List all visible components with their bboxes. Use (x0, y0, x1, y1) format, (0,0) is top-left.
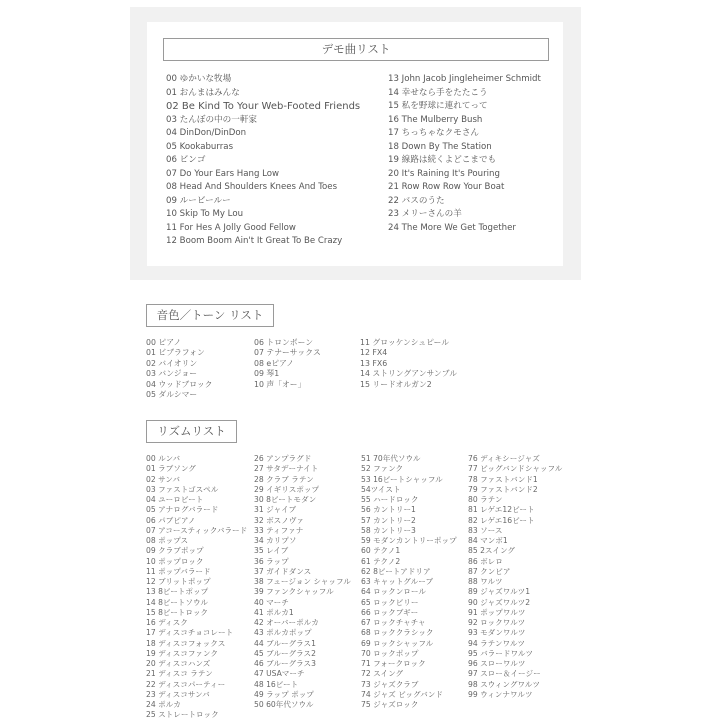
list-item: 15 私を野球に連れてって (388, 101, 488, 111)
list-item: 00 ゆかいな牧場 (166, 74, 232, 84)
list-item: 31 ジャイブ (254, 505, 297, 515)
list-item: 08 eピアノ (254, 358, 294, 368)
list-item: 56 カントリー1 (361, 505, 416, 515)
list-item: 68 ロッククラシック (361, 628, 434, 638)
list-item: 29 イギリスポップ (254, 484, 320, 494)
list-item: 23 メリーさんの羊 (388, 209, 462, 219)
list-item: 03 バンジョー (146, 369, 198, 379)
list-item: 21 ディスコ ラテン (146, 669, 213, 679)
list-item: 36 ラップ (254, 556, 289, 566)
list-item: 33 ティファナ (254, 525, 304, 535)
list-item: 47 USAマーチ (254, 669, 305, 679)
list-item: 26 アンプラグド (254, 454, 312, 463)
list-item: 09 クラブポップ (146, 546, 204, 556)
list-item: 87 クンビア (468, 566, 511, 576)
list-item: 85 2スイング (468, 546, 515, 556)
list-item: 94 ラテンワルツ (468, 638, 526, 648)
list-item: 05 アナログバラード (146, 505, 219, 515)
list-item: 35 レイブ (254, 546, 289, 556)
list-item: 96 スローワルツ (468, 659, 526, 668)
list-item: 92 ロックワルツ (468, 618, 526, 627)
list-item: 72 スイング (361, 669, 404, 679)
list-item: 13 John Jacob Jingleheimer Schmidt (388, 74, 541, 84)
list-item: 07 テナーサックス (254, 348, 321, 358)
list-item: 75 ジャズロック (361, 700, 419, 709)
list-item: 12 FX4 (360, 348, 388, 358)
list-item: 43 ポルカポップ (254, 628, 312, 638)
list-item: 14 ストリングアンサンブル (360, 369, 457, 379)
list-item: 21 Row Row Row Your Boat (388, 182, 505, 192)
demo-song-panel (130, 7, 581, 280)
list-item: 34 カリプソ (254, 536, 297, 545)
list-item: 73 ジャズクラブ (361, 679, 419, 689)
list-item: 18 ディスコフォックス (146, 638, 226, 648)
list-item: 17 ディスコチョコレート (146, 628, 234, 638)
list-item: 11 For Hes A Jolly Good Fellow (166, 222, 296, 233)
list-item: 01 ラブソング (146, 464, 196, 474)
list-item: 82 レゲエ16ビート (468, 515, 535, 525)
list-item: 22 バスのうた (388, 195, 445, 206)
list-item: 55 ハードロック (361, 495, 419, 504)
list-item: 50 60年代ソウル (254, 700, 314, 709)
list-item: 52 ファンク (361, 464, 404, 474)
list-item: 81 レゲエ12ビート (468, 505, 535, 515)
list-item: 08 ポップス (146, 536, 189, 545)
list-item: 01 ビブラフォン (146, 348, 205, 358)
list-item: 86 ボレロ (468, 556, 503, 566)
list-item: 19 線路は続くよどこまでも (388, 155, 497, 165)
list-item: 24 ポルカ (146, 700, 181, 709)
list-item: 09 ルービールー (166, 195, 231, 206)
list-item: 11 ポップバラード (146, 566, 211, 576)
list-item: 32 ボスノヴァ (254, 515, 304, 525)
list-item: 51 70年代ソウル (361, 454, 421, 463)
rhythm-list-col-3 (361, 454, 457, 710)
list-item: 49 ラップ ポップ (254, 689, 314, 699)
list-item: 63 キャットグルーブ (361, 577, 434, 586)
list-item: 15 リードオルガン2 (360, 379, 432, 389)
rhythm-list-col-1 (146, 454, 247, 721)
list-item: 57 カントリー2 (361, 515, 416, 525)
list-item: 58 カントリー3 (361, 525, 416, 535)
list-item: 02 サンバ (146, 474, 180, 484)
list-item: 06 パブピアノ (146, 515, 196, 525)
list-item: 25 ストレートロック (146, 710, 219, 720)
list-item: 18 Down By The Station (388, 141, 492, 152)
list-item: 30 8ビートモダン (254, 495, 317, 504)
list-item: 88 ワルツ (468, 577, 503, 586)
list-item: 13 FX6 (360, 358, 388, 368)
list-item: 07 アコースティックバラード (146, 525, 248, 535)
list-item: 20 It's Raining It's Pouring (388, 168, 500, 179)
list-item: 14 幸せなら手をたたこう (388, 87, 488, 98)
list-item: 90 ジャズワルツ2 (468, 597, 531, 607)
list-item: 60 テクノ1 (361, 546, 401, 556)
list-item: 14 8ビートソウル (146, 597, 208, 607)
list-item: 07 Do Your Ears Hang Low (166, 168, 280, 179)
list-item: 78 ファストバンド1 (468, 474, 538, 484)
list-item: 45 ブルーグラス2 (254, 648, 316, 658)
list-item: 06 トロンボーン (254, 338, 314, 347)
list-item: 76 ディキシージャズ (468, 454, 540, 463)
list-item: 16 The Mulberry Bush (388, 114, 483, 125)
list-item: 99 ウィンナワルツ (468, 689, 533, 699)
list-item: 64 ロックンロール (361, 587, 426, 597)
list-item: 62 8ビートアドリア (361, 566, 431, 576)
list-item: 11 グロッケンシュピール (360, 338, 450, 347)
list-item: 20 ディスコハンズ (146, 659, 211, 668)
list-item: 80 ラテン (468, 495, 503, 504)
list-item: 69 ロックシャッフル (361, 638, 434, 648)
list-item: 61 テクノ2 (361, 556, 401, 566)
demo-song-list-right (388, 73, 541, 235)
list-item: 03 たんぼの中の一軒家 (166, 114, 258, 125)
list-item: 39 ファンクシャッフル (254, 587, 334, 597)
list-item: 02 Be Kind To Your Web-Footed Friends (166, 101, 361, 112)
list-item: 04 ユーロビート (146, 495, 204, 504)
list-item: 05 ダルシマー (146, 390, 198, 400)
list-item: 79 ファストバンド2 (468, 484, 538, 494)
list-item: 09 琴1 (254, 369, 280, 379)
list-item: 10 Skip To My Lou (166, 209, 244, 219)
rhythm-list-col-2 (254, 454, 351, 710)
list-item: 37 ガイドダンス (254, 566, 312, 576)
list-item: 83 ソース (468, 525, 503, 535)
list-item: 89 ジャズワルツ1 (468, 587, 531, 597)
list-item: 03 ファストゴスペル (146, 484, 219, 494)
list-item: 17 ちっちゃなクモさん (388, 128, 480, 138)
list-item: 42 オーバーポルカ (254, 618, 319, 627)
list-item: 95 バラードワルツ (468, 648, 534, 658)
list-item: 48 16ビート (254, 679, 299, 689)
list-item: 67 ロックチャチャ (361, 618, 426, 627)
tone-list-col-1 (146, 338, 212, 400)
list-item: 04 DinDon/DinDon (166, 128, 247, 138)
list-item: 66 ロックブギー (361, 607, 419, 617)
list-item: 84 マンボ1 (468, 536, 508, 545)
list-item: 59 モダンカントリーポップ (361, 536, 457, 545)
list-item: 10 声「オー」 (254, 379, 306, 389)
list-item: 06 ビンゴ (166, 155, 206, 165)
list-item: 70 ロックポップ (361, 648, 419, 658)
list-item: 23 ディスコサンバ (146, 689, 210, 699)
list-item: 16 ディスク (146, 618, 188, 627)
list-item: 93 モダンワルツ (468, 628, 526, 638)
list-item: 01 おんまはみんな (166, 87, 240, 98)
rhythm-list-col-4 (468, 454, 562, 700)
list-item: 27 サタデーナイト (254, 464, 319, 474)
tone-list-title: 音色／トーン リスト (146, 304, 274, 327)
list-item: 12 Boom Boom Ain't It Great To Be Crazy (166, 236, 343, 246)
list-item: 97 スロー＆イージー (468, 669, 541, 679)
list-item: 65 ロックビリー (361, 597, 419, 607)
list-item: 00 ピアノ (146, 338, 182, 347)
list-item: 91 ポップワルツ (468, 607, 526, 617)
list-item: 77 ビッグバンドシャッフル (468, 464, 563, 474)
list-item: 74 ジャズ ビッグバンド (361, 689, 443, 699)
list-item: 71 フォークロック (361, 659, 426, 668)
list-item: 13 8ビートポップ (146, 587, 209, 597)
list-item: 24 The More We Get Together (388, 222, 516, 233)
list-item: 02 バイオリン (146, 358, 198, 368)
list-item: 40 マーチ (254, 597, 289, 607)
list-item: 98 スウィングワルツ (468, 679, 540, 689)
rhythm-list-title: リズムリスト (146, 420, 237, 443)
list-item: 15 8ビートロック (146, 607, 209, 617)
tone-list-col-3 (360, 338, 457, 390)
list-item: 10 ポップロック (146, 556, 204, 566)
demo-song-list-title: デモ曲リスト (163, 38, 549, 61)
list-item: 46 ブルーグラス3 (254, 659, 316, 668)
list-item: 00 ルンバ (146, 454, 181, 463)
list-item: 04 ウッドブロック (146, 379, 213, 389)
demo-song-list-left (166, 73, 360, 249)
list-item: 44 ブルーグラス1 (254, 638, 316, 648)
list-item: 05 Kookaburras (166, 141, 234, 152)
list-item: 12 ブリットポップ (146, 577, 211, 586)
tone-list-col-2 (254, 338, 321, 390)
list-item: 53 16ビートシャッフル (361, 474, 443, 484)
list-item: 28 クラブ ラテン (254, 474, 314, 484)
list-item: 38 フュージョン シャッフル (254, 577, 351, 586)
list-item: 41 ポルカ1 (254, 607, 294, 617)
list-item: 22 ディスコパーティー (146, 679, 226, 689)
list-item: 19 ディスコファンク (146, 648, 218, 658)
list-item: 54ツイスト (361, 484, 401, 494)
list-item: 08 Head And Shoulders Knees And Toes (166, 182, 338, 192)
demo-song-card (147, 22, 563, 266)
